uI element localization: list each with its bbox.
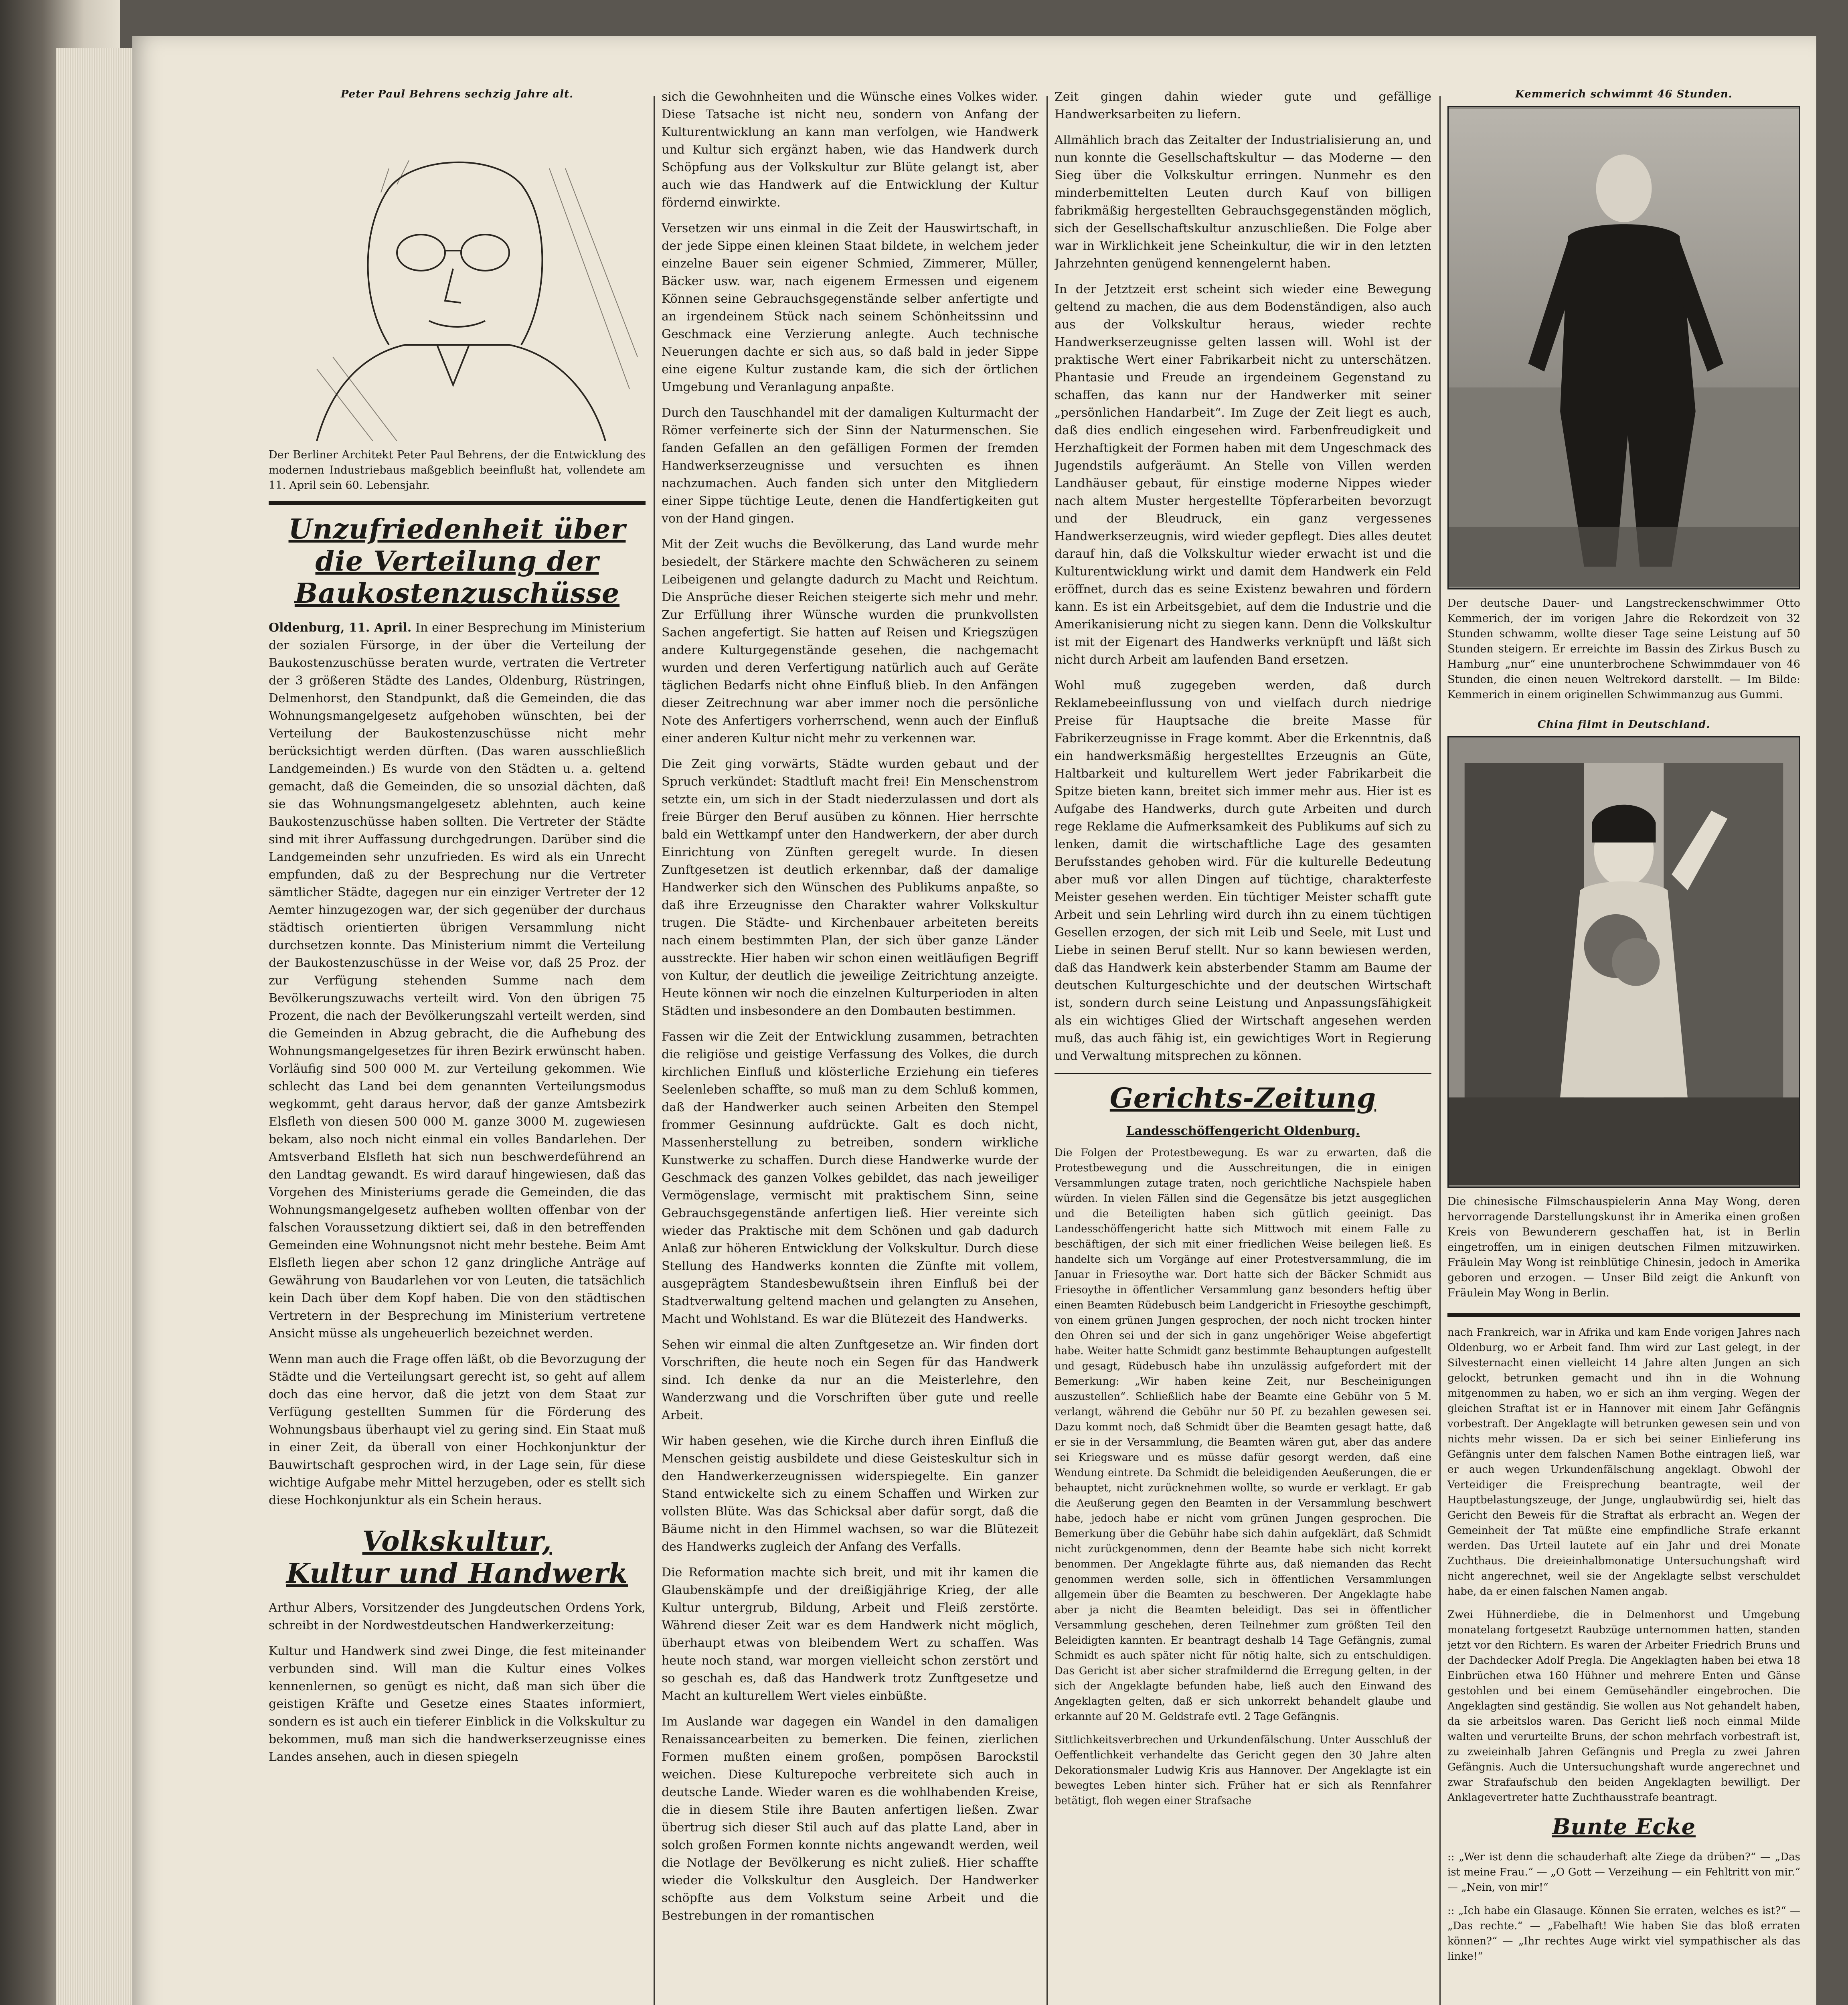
- column-4: [1447, 88, 1800, 2005]
- paragraph-text: In einer Besprechung im Ministerium der sozialen Fürsorge, in der über die Verteilung der Baukostenzuschüsse beraten wurde, vertraten die Vertreter der 3 größeren Städte des Landes, Oldenburg, Rüstringen, Delmenhorst, den Standpunkt, daß die Gemeinden, die das Wohnungsmangelgesetz aufgehoben wünschten, bei der Verteilung der Baukostenzuschüsse nicht mehr berücksichtigt werden dürften. (Das waren ausschließlich Landgemeinden.) Es wurde von den Städten u. a. geltend gemacht, daß die Gemeinden, die so unsozial dächten, daß sie das Wohnungsmangelgesetz ablehnten, auch keine Baukostenzuschüsse haben sollten. Die Vertreter der Städte sind mit ihrer Auffassung durchgedrungen. Darüber sind die Landgemeinden sehr unzufrieden. Es wird als ein Unrecht empfunden, daß zu der Besprechung nur die Vertreter sämtlicher Städte, dagegen nur ein einziger Vertreter der 12 Aemter hinzugezogen war, der sich gegenüber der durchaus städtisch orientierten übrigen Versammlung nicht durchsetzen konnte. Das Ministerium nimmt die Verteilung der Baukostenzuschüsse in der Weise vor, daß 25 Proz. der zur Verfügung stehenden Summe nach dem Bevölkerungszuwachs verteilt wird. Von den übrigen 75 Prozent, die nach der Bevölkerungszahl verteilt werden, sind die Gemeinden in Abzug gebracht, die die Aufhebung des Wohnungsmangelgesetzes für ihren Bezirk erwünscht haben. Vorläufig sind 500 000 M. zur Verteilung gekommen. Wie schlecht das Land bei dem genannten Verteilungsmodus wegkommt, geht daraus hervor, daß der ganze Amtsbezirk Elsfleth von diesen 500 000 M. ganze 3000 M. zugewiesen bekam, also noch nicht einmal ein volles Bandarlehen. Der Amtsverband Elsfleth hat sich nun beschwerdeführend an den Landtag gewandt. Es wird darauf hingewiesen, daß das Vorgehen des Ministeriums gerade die Gemeinden, die das Wohnungsmangelgesetz aufheben wollten offenbar von der falschen Voraussetzung diktiert sei, daß in den betreffenden Gemeinden eine Wohnungsnot nicht mehr bestehe. Beim Amt Elsfleth liegen aber schon 12 ganz dringliche Anträge auf Gewährung von Baudarlehen vor von Leuten, die tatsächlich kein Dach über dem Kopf haben. Die von den städtischen Vertretern in der Besprechung im Ministerium vertretene Ansicht müsse als ungeheuerlich bezeichnet werden.: [269, 621, 646, 1341]
- article-paragraph: Mit der Zeit wuchs die Bevölkerung, das Land wurde mehr besiedelt, der Stärkere machte den Schwächeren zu seinem Leibeigenen und gelangte dadurch zu Macht und Reichtum. Die Ansprüche dieser Reichen steigerte sich mehr und mehr. Zur Erfüllung ihrer Wünsche wurden die prunkvollsten Sachen angefertigt. Sie hatten auf Reisen und Kriegszügen andere Kulturgegenstände gesehen, die nachgemacht wurden und deren Verfertigung natürlich auch auf Geräte täglichen Bedarfs nicht ohne Einfluß blieb. In den Anfängen dieser Zeitrechnung war aber immer noch die persönliche Note des Anfertigers vorherrschend, wenn auch der Einfluß einer anderen Kultur nicht mehr zu verkennen war.: [662, 537, 1038, 745]
- joke: :: „Wer ist denn die schauderhaft alte Ziege da drüben?“ — „Das ist meine Frau.“ — „O Gott — Verzeihung — ein Fehltritt von mir.“ — „Nein, von mir!“: [1447, 1851, 1800, 1894]
- article-paragraph: Fassen wir die Zeit der Entwicklung zusammen, betrachten die religiöse und geistige Verfassung des Volkes, die durch kirchlichen Einfluß und klösterliche Erziehung ein tieferes Seelenleben schaffte, so muß man zu dem Schluß kommen, daß der Handwerker auch seinen Arbeiten den Stempel frommer Gesinnung aufdrückte. Galt es doch nicht, Massenherstellung zu betreiben, sondern wirkliche Kunstwerke zu schaffen. Durch diese Handwerke wurde der Geschmack des ganzen Volkes gebildet, das nach jeweiliger Vermögenslage, vermischt mit praktischem Sinn, seine Gebrauchsgegenstände anfertigen ließ. Hier vereinte sich wieder das Praktische mit dem Schönen und gab dadurch Anlaß zur höheren Entwicklung der Volkskultur. Durch diese Stellung des Handwerks konnten die Zünfte mit vollem, ausgeprägtem Standesbewußtsein ihren Einfluß bei der Stadtverwaltung geltend machen und gelangten zu Ansehen, Macht und Wohlstand. Es war die Blütezeit des Handwerks.: [662, 1030, 1038, 1326]
- article-headline-kultur-handwerk: Kultur und Handwerk: [286, 1557, 628, 1590]
- joke: :: „Ich habe ein Glasauge. Können Sie erraten, welches es ist?“ — „Das rechte.“ — „Fabelhaft! Wie haben Sie das bloß erraten können?“ — „Ihr rechtes Auge wirkt viel sympathischer als das linke!“: [1447, 1905, 1800, 1962]
- article-paragraph: In der Jetztzeit erst scheint sich wieder eine Bewegung geltend zu machen, die aus dem Bodenständigen, also auch aus der Volkskultur heraus, wieder rechte Handwerkserzeugnisse gelten lassen will. Wohl ist der praktische Wert einer Fabrikarbeit nicht zu unterschätzen. Phantasie und Freude an irgendeinem Gegenstand zu schaffen, das kann nur der Handwerker mit seiner „persönlichen Handarbeit“. Im Zuge der Zeit liegt es auch, daß dies endlich eingesehen wird. Farbenfreudigkeit und Herzhaftigkeit der Formen haben mit dem Ungeschmack des Jugendstils aufgeräumt. An Stelle von Villen werden Landhäuser gebaut, für einstige moderne Nippes wieder nach altem Muster hergestellte Töpferarbeiten bevorzugt und der Bleudruck, ein ganz vergessenes Handwerkserzeugnis, wird wieder gepflegt. Dies alles deutet darauf hin, daß die Volkskultur wieder erwacht ist und die Kulturentwicklung wirkt und damit dem Handwerk ein Feld eröffnet, durch das es seine Existenz bewahren und fördern kann. Es ist ein Arbeitsgebiet, auf dem die Industrie und die Amerikanisierung nicht zu siegen kann. Denn die Volkskultur ist mit der Eigenart des Handwerks verknüpft und läßt sich nicht durch Arbeit am laufenden Band ersetzen.: [1055, 282, 1431, 667]
- article-paragraph: Die Zeit ging vorwärts, Städte wurden gebaut und der Spruch verkündet: Stadtluft macht frei! Ein Menschenstrom setzte ein, um sich in der Stadt niederzulassen und dort als freie Bürger den Beruf ausüben zu können. Hier herrschte bald ein Wettkampf unter den Handwerkern, der aber durch Einrichtung von Zünften geregelt wurde. In diesen Zunftgesetzen ist deutlich erkennbar, daß der damalige Handwerker sich den Wünschen des Publikums anpaßte, so daß ihre Erzeugnisse den Charakter wahrer Volkskultur trugen. Die Städte- und Kirchenbauer arbeiteten bereits nach einem bestimmten Plan, der sich über ganze Länder ausstreckte. Hier haben wir schon einen weitläufigen Begriff von Kultur, der deutlich die jeweilige Zeitrichtung anzeigte. Heute können wir noch die einzelnen Kulturperioden in alten Städten und insbesondere an den Dombauten bestimmen.: [662, 757, 1038, 1018]
- portrait-caption-top: Peter Paul Behrens sechzig Jahre alt.: [340, 88, 574, 100]
- behrens-portrait: [269, 108, 646, 441]
- court-report: Sittlichkeitsverbrechen und Urkundenfälschung. Unter Ausschluß der Oeffentlichkeit verhandelte das Gericht gegen den 30 Jahre alten Dekorationsmaler Ludwig Kris aus Hannover. Der Angeklagte ist ein bewegtes Leben hinter sich. Früher hat er sich als Rennfahrer betätigt, floh wegen einer Strafsache: [1055, 1734, 1431, 1807]
- divider: [1447, 1313, 1800, 1317]
- article-paragraph: Kultur und Handwerk sind zwei Dinge, die fest miteinander verbunden sind. Will man die Kultur eines Volkes kennenlernen, so genügt es nicht, daß man sich über die geistigen Kräfte und Gesetze eines Staates informiert, sondern es ist auch ein tieferer Einblick in die Volkskultur zu bekommen, muß man sich die handwerkserzeugnisse eines Landes ansehen, auch in diesen spiegeln: [269, 1644, 646, 1764]
- section-headline-bunte-ecke: Bunte Ecke: [1552, 1814, 1696, 1839]
- column-rule: [1046, 96, 1048, 2005]
- swimmer-photo-image: [1449, 107, 1799, 588]
- photo-caption-top: Kemmerich schwimmt 46 Stunden.: [1515, 88, 1733, 100]
- divider: [269, 501, 646, 505]
- divider: [1055, 1073, 1431, 1074]
- column-rule: [1439, 96, 1441, 2005]
- article-paragraph: Allmählich brach das Zeitalter der Industrialisierung an, und nun konnte die Gesellschaftskultur — das Moderne — den Sieg über die Volkskultur erringen. Nunmehr es den minderbemittelten Leuten durch Kauf von billigen fabrikmäßig hergestellten Gebrauchsgegenständen möglich, sich der Gesellschaftskultur anzuschließen. Die Folge aber war in Wirklichkeit jene Scheinkultur, die wir in den letzten Jahrzehnten genügend kennengelernt haben.: [1055, 133, 1431, 271]
- photo-caption: Der deutsche Dauer- und Langstreckenschwimmer Otto Kemmerich, der im vorigen Jahre die Rekordzeit von 32 Stunden schwamm, wollte dieser Tage seine Leistung auf 50 Stunden steigern. Er erreichte im Bassin des Zirkus Busch zu Hamburg „nur“ eine ununterbrochene Schwimmdauer von 46 Stunden, die einen neuen Weltrekord darstellt. — Im Bilde: Kemmerich in einem originellen Schwimmanzug aus Gummi.: [1447, 597, 1800, 701]
- article-paragraph: Durch den Tauschhandel mit der damaligen Kulturmacht der Römer verfeinerte sich der Sinn der Naturmenschen. Sie fanden Gefallen an den gefälligen Formen der fremden Handwerkserzeugnisse und versuchten es ihnen nachzumachen. Auch fanden sich unter den Mitgliedern einer Sippe tüchtige Leute, denen die Handfertigkeiten gut von der Hand gingen.: [662, 406, 1038, 526]
- column-1: [269, 88, 646, 2005]
- article-paragraph: sich die Gewohnheiten und die Wünsche eines Volkes wider. Diese Tatsache ist nicht neu, sondern von Anfang der Kulturentwicklung an kann man verfolgen, wie Handwerk und Kultur sich ergänzt haben, wie das Handwerk durch Schöpfung aus der Volkskultur zur Blüte gelangt ist, aber auch wie das Handwerk auf die Entwicklung der Kultur fördernd einwirkte.: [662, 90, 1038, 210]
- article-paragraph: Wenn man auch die Frage offen läßt, ob die Bevorzugung der Städte und die Verteilungsart gerecht ist, so geht auf allem doch das eine hervor, daß die jetzt von dem Staat zur Verfügung gestellten Summen für die Förderung des Wohnungsbaus überhaupt viel zu gering sind. Ein Staat muß in einer Zeit, da überall von einer Hochkonjunktur der Bauwirtschaft gesprochen wird, in der Lage sein, für diese wichtige Aufgabe mehr Mittel herzugeben, oder es stellt sich diese Hochkonjunktur als ein Schein heraus.: [269, 1352, 646, 1507]
- kemmerich-photo: [1447, 106, 1800, 589]
- article-paragraph: Im Auslande war dagegen ein Wandel in den damaligen Renaissancearbeiten zu bemerken. Die feinen, zierlichen Formen mußten einem großen, pompösen Barockstil weichen. Diese Kulturepoche verbreitete sich auch in deutsche Lande. Wieder waren es die wohlhabenden Kreise, die in diesem Stile ihre Bauten anfertigen ließen. Zwar übertrug sich dieser Stil auch auf das platte Land, aber in solch großen Formen konnte nichts angewandt werden, weil die Notlage der Bevölkerung es nicht zuließ. Hier schaffte wieder die Volkskultur den Ausgleich. Der Handwerker schöpfte aus dem Volkstum seine Arbeit und die Bestrebungen in der romantischen: [662, 1715, 1038, 1923]
- page-stack: [56, 48, 133, 2005]
- court-report: Zwei Hühnerdiebe, die in Delmenhorst und Umgebung monatelang fortgesetzt Raubzüge unternommen hatten, standen jetzt vor den Richtern. Es waren der Arbeiter Friedrich Bruns und der Dachdecker Adolf Pregla. Die Angeklagten haben bei etwa 18 Einbrüchen etwa 160 Hühner und mehrere Enten und Gänse gestohlen und bei einem Gemüsehändler eingebrochen. Die Angeklagten sind geständig. Sie wollen aus Not gehandelt haben, da sie arbeitslos waren. Das Gericht ließ noch einmal Milde walten und verurteilte Bruns, der schon mehrfach vorbestraft ist, zu zweieinhalb Jahren Gefängnis und Pregla zu zwei Jahren Gefängnis. Auch die Untersuchungshaft wurde angerechnet und zwar Strafaufschub den beiden Angeklagten bewilligt. Der Anklagevertreter hatte Zuchthausstrafe beantragt.: [1447, 1609, 1800, 1804]
- photo-caption: Die chinesische Filmschauspielerin Anna May Wong, deren hervorragende Darstellungskunst ihr in Amerika einen großen Kreis von Bewunderern geschaffen hat, ist in Berlin eingetroffen, um in einigen deutschen Filmen mitzuwirken. Fräulein May Wong ist reinblütige Chinesin, jedoch in Amerika geboren und erzogen. — Unser Bild zeigt die Ankunft von Fräulein May Wong in Berlin.: [1447, 1195, 1800, 1299]
- article-paragraph: Wir haben gesehen, wie die Kirche durch ihren Einfluß die Menschen geistig ausbildete und diese Geisteskultur sich in den Handwerkerzeugnissen widerspiegelte. Ein ganzer Stand entwickelte sich zu einem Schaffen und Wirken zur vollsten Blüte. Was das Schicksal aber dafür sorgt, daß die Bäume nicht in den Himmel wachsen, so war die Blütezeit des Handwerks zugleich der Anfang des Verfalls.: [662, 1434, 1038, 1554]
- article-paragraph: Versetzen wir uns einmal in die Zeit der Hauswirtschaft, in der jede Sippe einen kleinen Staat bildete, in welchem jeder einzelne Bauer sein eigener Schmied, Zimmerer, Müller, Bäcker usw. war, nach eigenem Ermessen und eigenem Können seine Gebrauchsgegenstände selber anfertigte und an irgendeinem Stück nach seinem Schönheitssinn und Geschmack eine Verzierung anlegte. Auch technische Neuerungen dachte er sich aus, so daß bald in jeder Sippe eine eigene Kultur zustande kam, die sich der örtlichen Umgebung und Veranlagung anpaßte.: [662, 221, 1038, 394]
- section-headline-gerichts-zeitung: Gerichts-Zeitung: [1109, 1082, 1376, 1114]
- article-paragraph: Sehen wir einmal die alten Zunftgesetze an. Wir finden dort Vorschriften, die heute noch ein Segen für das Handwerk sind. Ich denke da nur an die Meisterlehre, den Wanderzwang und die Vorschriften über gute und reelle Arbeit.: [662, 1338, 1038, 1422]
- article-headline-volkskultur: Volkskultur,: [362, 1525, 552, 1557]
- actress-photo-image: [1449, 737, 1799, 1187]
- article-paragraph: Die Reformation machte sich breit, und mit ihr kamen die Glaubenskämpfe und der dreißigjährige Krieg, der alle Kultur untergrub, Bildung, Arbeit und Fleiß zerstörte. Während dieser Zeit war es dem Handwerk nicht möglich, überhaupt etwas von bleibendem Wert zu schaffen. Was heute noch stand, war morgen vielleicht schon zerstört und so geschah es, daß das Handwerk trotz Zunftgesetze und Macht an kulturellem Wert vieles einbüßte.: [662, 1566, 1038, 1703]
- column-3: [1055, 88, 1431, 2005]
- article-paragraph: Wohl muß zugegeben werden, daß durch Reklamebeeinflussung von und vielfach durch niedrige Preise für Hauptsache die breite Masse für Fabrikerzeugnisse in Frage kommt. Aber die Erkenntnis, daß ein handwerksmäßig hergestelltes Erzeugnis an Güte, Haltbarkeit und kulturellem Wert jeder Fabrikarbeit die Spitze bieten kann, breitet sich immer mehr aus. Hier ist es Aufgabe des Handwerks, durch gute Arbeiten und durch rege Reklame die Aufmerksamkeit des Publikums auf sich zu lenken, damit die wirtschaftliche Lage des gesamten Berufsstandes gehoben wird. Für die kulturelle Bedeutung aber muß vor allen Dingen auf tüchtige, charakterfeste Meister gesehen werden. Ein tüchtiger Meister schafft gute Arbeit und sein Lehrling wird durch ihn zu einem tüchtigen Gesellen erzogen, der sich mit Leib und Seele, mit Lust und Liebe in seinen Beruf stellt. Nur so kann bewiesen werden, daß das Handwerk kein absterbender Stamm am Baume der deutschen Kulturgeschichte und der deutschen Wirtschaft ist, sondern durch seine Leistung und Anpassungsfähigkeit als ein wichtiges Glied der Wirtschaft angesehen werden muß, das auch fähig ist, ein gewichtiges Wort in Regierung und Verwaltung mitsprechen zu können.: [1055, 678, 1431, 1063]
- portrait-illustration: [269, 108, 646, 441]
- article-paragraph: [269, 619, 646, 1343]
- article-paragraph: Arthur Albers, Vorsitzender des Jungdeutschen Ordens York, schreibt in der Nordwestdeutschen Handwerkerzeitung:: [269, 1601, 646, 1632]
- portrait-caption: Der Berliner Architekt Peter Paul Behrens, der die Entwicklung des modernen Industriebaus maßgeblich beeinflußt hat, vollendete am 11. April sein 60. Lebensjahr.: [269, 449, 646, 492]
- column-2: [662, 88, 1038, 2005]
- column-rule: [654, 96, 655, 2005]
- article-paragraph: Zeit gingen dahin wieder gute und gefällige Handwerksarbeiten zu liefern.: [1055, 90, 1431, 122]
- article-headline-baukosten: Unzufriedenheit über die Verteilung der Baukostenzuschüsse: [288, 513, 626, 610]
- photo-caption-top: China filmt in Deutschland.: [1537, 719, 1710, 731]
- may-wong-photo: [1447, 736, 1800, 1188]
- newspaper-page: [132, 36, 1816, 2005]
- section-subhead: Landesschöffengericht Oldenburg.: [1126, 1124, 1360, 1138]
- court-report: Die Folgen der Protestbewegung. Es war zu erwarten, daß die Protestbewegung und die Ausschreitungen, die in einigen Versammlungen zutage traten, noch gerichtliche Nachspiele haben würden. In vielen Fällen sind die Gegensätze bis jetzt ausgeglichen und die Beteiligten haben sich gütlich geeinigt. Das Landesschöffengericht hatte sich Mittwoch mit einem Falle zu beschäftigen, der sich mit einer friedlichen Weise beilegen ließ. Es handelte sich um Vorgänge auf einer Protestversammlung, die im Januar in Friesoythe war. Dort hatte sich der Bäcker Schmidt aus Friesoythe in öffentlicher Versammlung ganz besonders heftig über einen Beamten Rüdebusch beim Landgericht in Friesoythe geschimpft, von einem grünen Jungen gesprochen, der noch nicht trocken hinter den Ohren sei und der sich in ganz ungehöriger Weise abgefertigt habe. Weiter hatte Schmidt ganz bestimmte Behauptungen aufgestellt und gesagt, Rüdebusch habe ihn unzulässig aufgefordert mit der Bemerkung: „Wir haben keine Zeit, nur Bescheinigungen auszustellen“. Schließlich habe der Beamte eine Gebühr von 5 M. verlangt, während die Gebühr nur 50 Pf. zu bezahlen gewesen sei. Dazu kommt noch, daß Schmidt über die Beamten gesagt hatte, daß er sie in der Versammlung, die Beamten wären gut, aber das andere sei Kriegsware und es müsse dafür gesorgt werden, daß eine Wendung eintrete. Da Schmidt die beleidigenden Aeußerungen, die er behauptet, nicht zurücknehmen wollte, so wurde er verklagt. Er gab die Aeußerung gegen den Beamten in der Versammlung beschwert habe, jedoch habe er nicht vom grünen Jungen gesprochen. Die Bemerkung über die Gebühr habe sich dahin aufgeklärt, daß Schmidt nicht zurückgenommen, denn der Beamte habe sich nicht korrekt benommen. Der Angeklagte führte aus, daß niemanden das Recht genommen werden solle, sich in öffentlichen Versammlungen allgemein über die Beamten zu beschweren. Der Angeklagte habe aber ja nicht die Beamten beleidigt. Das sei in öffentlicher Versammlung geschehen, deren Teilnehmer zum größten Teil den Beleidigten kannten. Er beantragt deshalb 14 Tage Gefängnis, zumal Schmidt es auch später nicht für nötig halte, sich zu entschuldigen. Das Gericht ist aber sicher strafmildernd die Erregung gelten, in der sich der Angeklagte befunden habe, ließ auch den Einwand des Angeklagten gelten, daß er sich unkorrekt behandelt glaube und erkannte auf 20 M. Geldstrafe evtl. 2 Tage Gefängnis.: [1055, 1147, 1431, 1723]
- dateline: Oldenburg, 11. April.: [269, 621, 412, 635]
- court-report-continued: nach Frankreich, war in Afrika und kam Ende vorigen Jahres nach Oldenburg, wo er Arbeit fand. Ihm wird zur Last gelegt, in der Silvesternacht einen vielleicht 14 Jahre alten Jungen an sich gelockt, betrunken gemacht und ihn in die Wohnung mitgenommen zu haben, wo er sich an ihm verging. Wegen der gleichen Straftat ist er in Hannover mit einem Jahr Gefängnis vorbestraft. Der Angeklagte will betrunken gewesen sein und von nichts mehr wissen. Da er sich bei seiner Einlieferung ins Gefängnis unter dem falschen Namen Bothe eintragen ließ, war er auch wegen Urkundenfälschung angeklagt. Obwohl der Verteidiger die Freisprechung beantragte, weil der Hauptbelastungszeuge, der Junge, unglaubwürdig sei, hielt das Gericht den Beweis für die Straftat als erbracht an. Wegen der Gemeinheit der Tat müßte eine empfindliche Strafe erkannt werden. Das Urteil lautete auf ein Jahr und drei Monate Zuchthaus. Die dreieinhalbmonatige Untersuchungshaft wird nicht angerechnet, weil sie der Angeklagte selbst verschuldet habe, da er einen falschen Namen angab.: [1447, 1327, 1800, 1598]
